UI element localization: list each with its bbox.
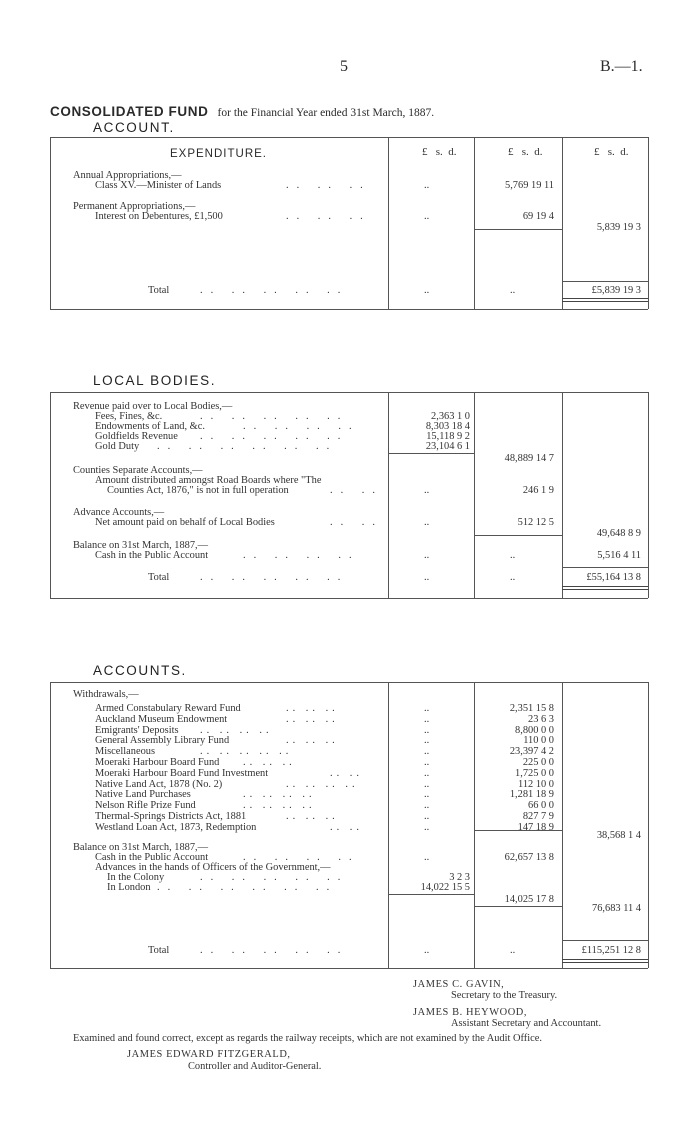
leader-dots: .. <box>510 550 516 561</box>
leader-dots: .. .. .. <box>286 735 339 747</box>
amount: 1,281 18 9 <box>509 789 554 801</box>
amount: 23,104 6 1 <box>425 441 470 452</box>
subtotal: 48,889 14 7 <box>504 453 554 464</box>
amount: 2,363 1 0 <box>431 411 470 422</box>
amount: 5,769 19 11 <box>505 180 554 191</box>
leader-dots: .. <box>424 767 430 779</box>
expenditure-heading: EXPENDITURE. <box>170 148 267 160</box>
amount: 147 18 9 <box>517 821 554 833</box>
leader-dots: .. .. .. <box>243 757 296 768</box>
currency-head: £ s. d. <box>594 146 629 158</box>
leader-dots: .. .. .. <box>286 713 339 725</box>
signatory-title: Assistant Secretary and Accountant. <box>451 1018 602 1029</box>
leader-dots: .. .. .. .. <box>243 421 360 432</box>
row-label: Westland Loan Act, 1873, Redemption <box>95 821 257 833</box>
row-label: Moeraki Harbour Board Fund Investment <box>95 767 269 779</box>
amount: 8,800 0 0 <box>515 724 554 736</box>
row-label: Endowments of Land, &c. <box>95 421 205 432</box>
total-amount: £55,164 13 8 <box>586 572 641 583</box>
leader-dots: .. <box>424 811 430 822</box>
row-label: Withdrawals,— <box>73 689 139 700</box>
row-label: Armed Constabulary Reward Fund <box>95 703 241 714</box>
amount: 225 0 0 <box>522 757 554 768</box>
heading-rest: for the Financial Year ended 31st March, 1887. <box>217 107 435 119</box>
currency-head: £ s. d. <box>422 146 457 158</box>
row-label: Interest on Debentures, £1,500 <box>95 211 223 222</box>
signatory-name: JAMES C. GAVIN, <box>413 979 505 990</box>
leader-dots: .. <box>424 713 430 725</box>
amount: 512 12 5 <box>517 517 554 528</box>
row-label: Counties Act, 1876," is not in full operation <box>107 485 289 496</box>
leader-dots: .. .. .. <box>286 211 371 222</box>
leader-dots: .. <box>424 180 430 191</box>
row-label: Annual Appropriations,— <box>73 170 182 181</box>
row-label: Amount distributed amongst Road Boards where "The <box>95 475 322 486</box>
leader-dots: .. <box>424 550 430 561</box>
leader-dots: .. <box>424 572 430 583</box>
leader-dots: .. <box>510 945 516 956</box>
amount: 110 0 0 <box>523 735 554 747</box>
total-amount: £5,839 19 3 <box>591 285 641 296</box>
row-label: Counties Separate Accounts,— <box>73 465 203 476</box>
leader-dots: .. .. .. .. <box>243 550 360 561</box>
amount: 8,303 18 4 <box>425 421 470 432</box>
leader-dots: .. .. <box>330 821 363 833</box>
leader-dots: .. .. .. .. <box>286 778 359 790</box>
leader-dots: .. .. <box>330 517 383 528</box>
row-label: General Assembly Library Fund <box>95 735 230 747</box>
row-label: Balance on 31st March, 1887,— <box>73 540 209 551</box>
leader-dots: .. .. .. .. <box>243 800 316 812</box>
row-label: Revenue paid over to Local Bodies,— <box>73 401 233 412</box>
amount: 5,516 4 11 <box>597 550 641 561</box>
leader-dots: .. .. .. .. .. <box>200 746 293 758</box>
document-heading <box>50 101 434 120</box>
row-label: Native Land Purchases <box>95 789 191 801</box>
leader-dots: .. <box>424 757 430 768</box>
subtotal: 49,648 8 9 <box>596 528 641 539</box>
row-label: Emigrants' Deposits <box>95 724 179 736</box>
leader-dots: .. <box>424 211 430 222</box>
total-label: Total <box>148 945 170 956</box>
row-label: Net amount paid on behalf of Local Bodies <box>95 517 275 528</box>
row-label: Gold Duty <box>95 441 140 452</box>
amount: 3 2 3 <box>449 872 470 883</box>
row-label: Miscellaneous <box>95 746 156 758</box>
amount: 827 7 9 <box>522 811 554 822</box>
amount: 14,022 15 5 <box>420 882 470 893</box>
leader-dots: .. <box>424 517 430 528</box>
row-label: Balance on 31st March, 1887,— <box>73 842 209 853</box>
leader-dots: .. .. .. <box>286 811 339 822</box>
amount: 15,118 9 2 <box>426 431 470 442</box>
audit-note: Examined and found correct, except as regards the railway receipts, which are not examined by the Audit Office. <box>73 1033 542 1044</box>
amount: 66 0 0 <box>528 800 554 812</box>
total-label: Total <box>148 572 170 583</box>
leader-dots: .. <box>510 572 516 583</box>
document-reference: B.—1. <box>600 58 643 75</box>
amount: 23,397 4 2 <box>509 746 554 758</box>
amount: 69 19 4 <box>522 211 554 222</box>
row-label: Moeraki Harbour Board Fund <box>95 757 220 768</box>
amount: 23 6 3 <box>528 713 554 725</box>
amount: 1,725 0 0 <box>515 767 554 779</box>
row-label: Thermal-Springs Districts Act, 1881 <box>95 811 247 822</box>
leader-dots: .. .. .. <box>286 180 371 191</box>
signatory-title: Controller and Auditor-General. <box>188 1061 322 1072</box>
leader-dots: .. .. .. .. .. <box>200 411 349 422</box>
leader-dots: .. .. .. .. .. .. <box>157 441 338 452</box>
row-label: In the Colony <box>107 872 165 883</box>
leader-dots: .. .. .. .. <box>243 852 360 863</box>
amount: 62,657 13 8 <box>504 852 554 863</box>
currency-head: £ s. d. <box>508 146 543 158</box>
leader-dots: .. .. .. .. .. <box>200 872 349 883</box>
row-label: Auckland Museum Endowment <box>95 713 228 725</box>
consolidated-section-title: ACCOUNT. <box>93 120 175 135</box>
leader-dots: .. .. .. .. .. <box>200 572 349 583</box>
total-amount: £115,251 12 8 <box>581 945 641 956</box>
leader-dots: .. <box>424 789 430 801</box>
amount: 2,351 15 8 <box>509 703 554 714</box>
row-label: Goldfields Revenue <box>95 431 178 442</box>
leader-dots: .. <box>424 778 430 790</box>
leader-dots: .. <box>424 703 430 714</box>
row-label: Native Land Act, 1878 (No. 2) <box>95 778 223 790</box>
row-label: Fees, Fines, &c. <box>95 411 163 422</box>
heading-bold: CONSOLIDATED FUND <box>50 104 209 119</box>
subtotal: 14,025 17 8 <box>504 894 554 905</box>
page-number: 5 <box>340 58 348 75</box>
amount: 112 10 0 <box>518 778 554 790</box>
leader-dots: .. .. <box>330 485 383 496</box>
leader-dots: .. <box>424 485 430 496</box>
row-label: Cash in the Public Account <box>95 550 209 561</box>
subtotal: 5,839 19 3 <box>596 222 641 233</box>
leader-dots: .. <box>510 285 516 296</box>
leader-dots: .. <box>424 285 430 296</box>
leader-dots: .. .. .. <box>286 703 339 714</box>
leader-dots: .. <box>424 724 430 736</box>
leader-dots: .. <box>424 735 430 747</box>
leader-dots: .. <box>424 945 430 956</box>
leader-dots: .. <box>424 800 430 812</box>
leader-dots: .. .. <box>330 767 363 779</box>
accounts-section-title: ACCOUNTS. <box>93 663 187 678</box>
row-label: Class XV.—Minister of Lands <box>95 180 222 191</box>
leader-dots: .. <box>424 821 430 833</box>
leader-dots: .. .. .. .. <box>200 724 273 736</box>
leader-dots: .. .. .. .. .. <box>200 285 349 296</box>
subtotal: 76,683 11 4 <box>592 903 641 914</box>
row-label: Advances in the hands of Officers of the Government,— <box>95 862 331 873</box>
leader-dots: .. .. .. .. <box>243 789 316 801</box>
signatory-name: JAMES B. HEYWOOD, <box>413 1007 528 1018</box>
leader-dots: .. <box>424 852 430 863</box>
row-label: Permanent Appropriations,— <box>73 201 196 212</box>
row-label: Advance Accounts,— <box>73 507 165 518</box>
leader-dots: .. .. .. .. .. <box>200 945 349 956</box>
row-label: Cash in the Public Account <box>95 852 209 863</box>
total-label: Total <box>148 285 170 296</box>
leader-dots: .. <box>424 746 430 758</box>
row-label: In London <box>107 882 151 893</box>
subtotal: 38,568 1 4 <box>596 830 641 841</box>
row-label: Nelson Rifle Prize Fund <box>95 800 196 812</box>
leader-dots: .. .. .. .. .. <box>200 431 349 442</box>
amount: 246 1 9 <box>522 485 554 496</box>
local-bodies-section-title: LOCAL BODIES. <box>93 373 217 388</box>
signatory-name: JAMES EDWARD FITZGERALD, <box>127 1049 291 1060</box>
leader-dots: .. .. .. .. .. .. <box>157 882 338 893</box>
signatory-title: Secretary to the Treasury. <box>451 990 558 1001</box>
